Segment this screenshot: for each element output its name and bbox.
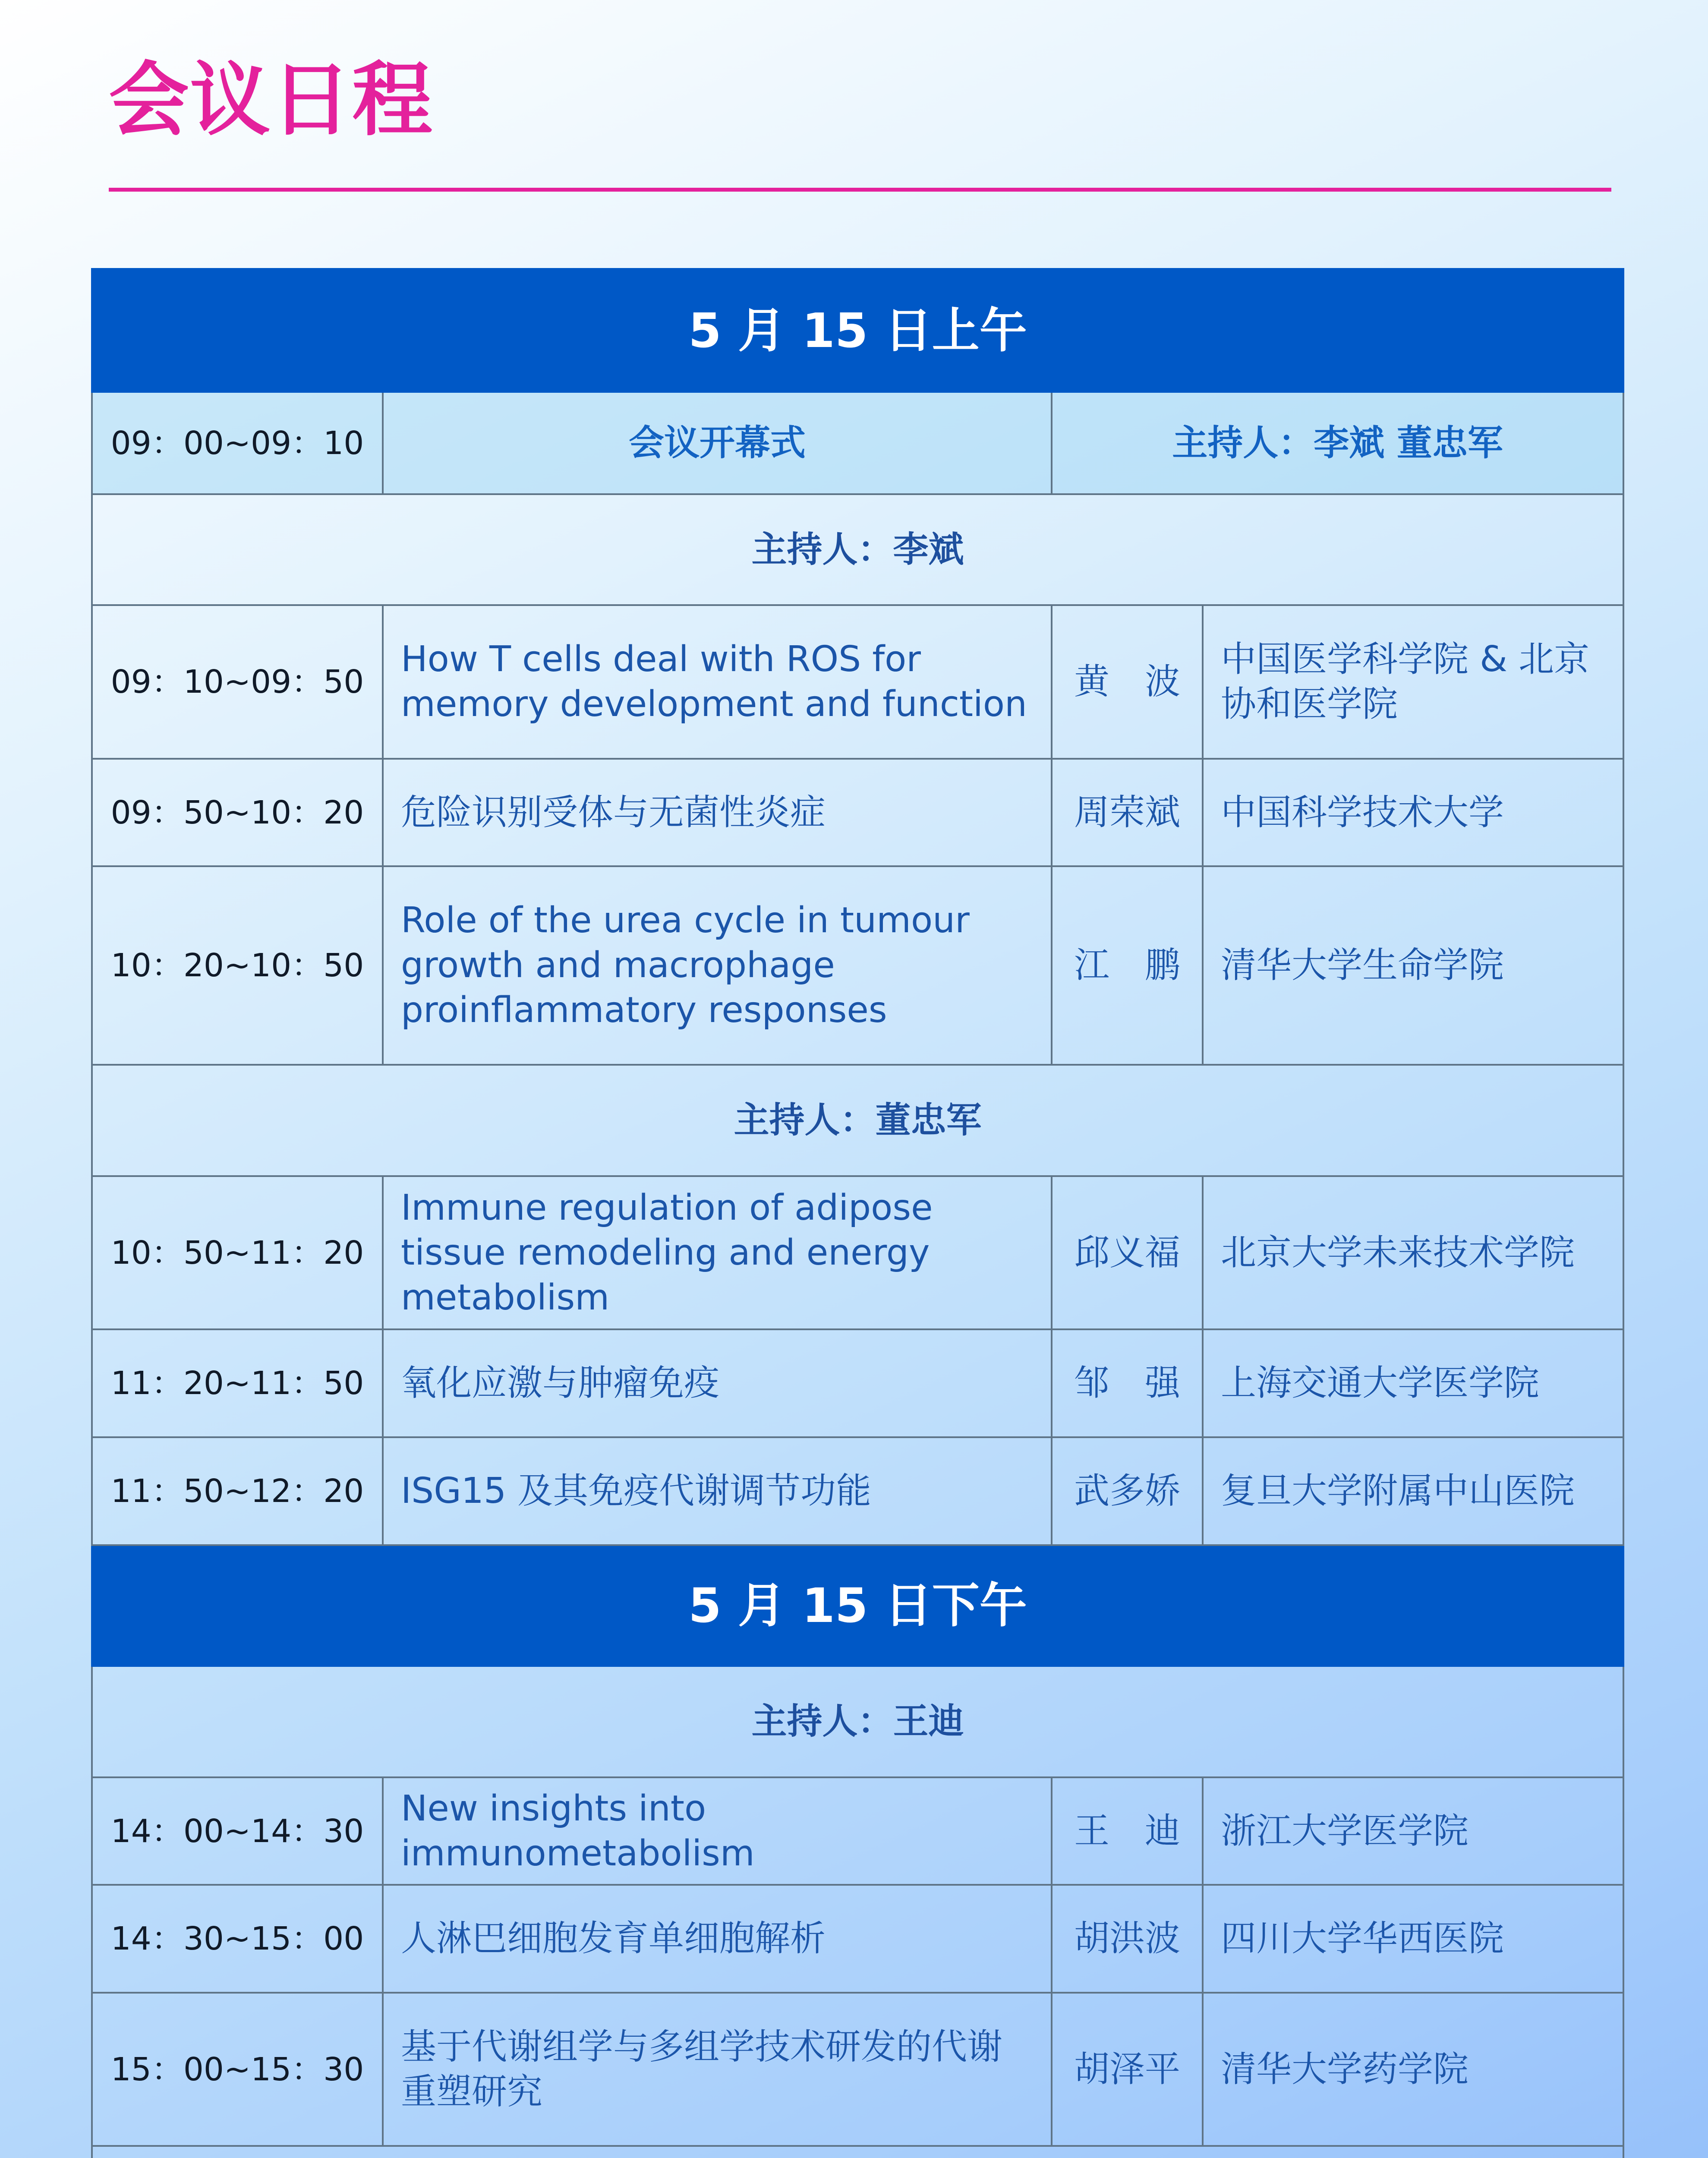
- day-header-afternoon: [92, 1545, 1623, 1666]
- talk-speaker: 王 迪: [1052, 1777, 1203, 1885]
- talk-speaker: 胡洪波: [1052, 1885, 1203, 1993]
- talk-row: [92, 1993, 1623, 2146]
- schedule-table: [91, 268, 1624, 2158]
- talk-institution: 浙江大学医学院: [1203, 1777, 1623, 1885]
- talk-speaker: 江 鹏: [1052, 866, 1203, 1065]
- talk-speaker: 周荣斌: [1052, 759, 1203, 866]
- day-header-morning: [92, 269, 1623, 392]
- page-title: 会议日程: [109, 53, 434, 147]
- talk-time: 10：50~11：20: [92, 1176, 383, 1329]
- talk-institution: 复旦大学附属中山医院: [1203, 1437, 1623, 1545]
- talk-time: 11：20~11：50: [92, 1329, 383, 1437]
- opening-label: 会议开幕式: [383, 392, 1052, 494]
- talk-time: 09：10~09：50: [92, 605, 383, 759]
- talk-institution: 中国科学技术大学: [1203, 759, 1623, 866]
- talk-speaker: 邹 强: [1052, 1329, 1203, 1437]
- talk-title: ISG15 及其免疫代谢调节功能: [383, 1437, 1052, 1545]
- talk-time: 14：30~15：00: [92, 1885, 383, 1993]
- talk-speaker: 邱义福: [1052, 1176, 1203, 1329]
- opening-hosts: 主持人：李斌 董忠军: [1052, 392, 1623, 494]
- talk-institution: 中国医学科学院 & 北京协和医学院: [1203, 605, 1623, 759]
- talk-institution: 北京大学未来技术学院: [1203, 1176, 1623, 1329]
- talk-row: [92, 1437, 1623, 1545]
- host-label: [92, 2146, 1623, 2158]
- host-row: [92, 1065, 1623, 1176]
- opening-row: [92, 392, 1623, 494]
- talk-row: [92, 1329, 1623, 1437]
- talk-row: [92, 605, 1623, 759]
- day-header-label: 5 月 15 日下午: [92, 1545, 1623, 1666]
- talk-title: 基于代谢组学与多组学技术研发的代谢重塑研究: [383, 1993, 1052, 2146]
- talk-time: 11：50~12：20: [92, 1437, 383, 1545]
- day-header-label: 5 月 15 日上午: [92, 269, 1623, 392]
- host-label: 主持人：李斌: [92, 494, 1623, 605]
- session-time: 09：00~09：10: [92, 392, 383, 494]
- talk-time: 10：20~10：50: [92, 866, 383, 1065]
- talk-title: Immune regulation of adipose tissue remodeling and energy metabolism: [383, 1176, 1052, 1329]
- title-underline: [109, 188, 1611, 192]
- talk-institution: 上海交通大学医学院: [1203, 1329, 1623, 1437]
- talk-institution: 四川大学华西医院: [1203, 1885, 1623, 1993]
- talk-row: [92, 1176, 1623, 1329]
- talk-title: New insights into immunometabolism: [383, 1777, 1052, 1885]
- talk-speaker: 武多娇: [1052, 1437, 1203, 1545]
- host-row: [92, 494, 1623, 605]
- host-row: [92, 2146, 1623, 2158]
- talk-time: 15：00~15：30: [92, 1993, 383, 2146]
- talk-speaker: 黄 波: [1052, 605, 1203, 759]
- host-label: 主持人：董忠军: [92, 1065, 1623, 1176]
- talk-title: Role of the urea cycle in tumour growth and macrophage proinflammatory responses: [383, 866, 1052, 1065]
- talk-title: 危险识别受体与无菌性炎症: [383, 759, 1052, 866]
- talk-row: [92, 866, 1623, 1065]
- talk-time: 14：00~14：30: [92, 1777, 383, 1885]
- talk-title: 人淋巴细胞发育单细胞解析: [383, 1885, 1052, 1993]
- host-label: 主持人：王迪: [92, 1666, 1623, 1777]
- talk-row: [92, 1885, 1623, 1993]
- talk-row: [92, 759, 1623, 866]
- talk-title: How T cells deal with ROS for memory development and function: [383, 605, 1052, 759]
- talk-speaker: 胡泽平: [1052, 1993, 1203, 2146]
- talk-row: [92, 1777, 1623, 1885]
- host-row: [92, 1666, 1623, 1777]
- talk-institution: 清华大学生命学院: [1203, 866, 1623, 1065]
- talk-time: 09：50~10：20: [92, 759, 383, 866]
- talk-title: 氧化应激与肿瘤免疫: [383, 1329, 1052, 1437]
- talk-institution: 清华大学药学院: [1203, 1993, 1623, 2146]
